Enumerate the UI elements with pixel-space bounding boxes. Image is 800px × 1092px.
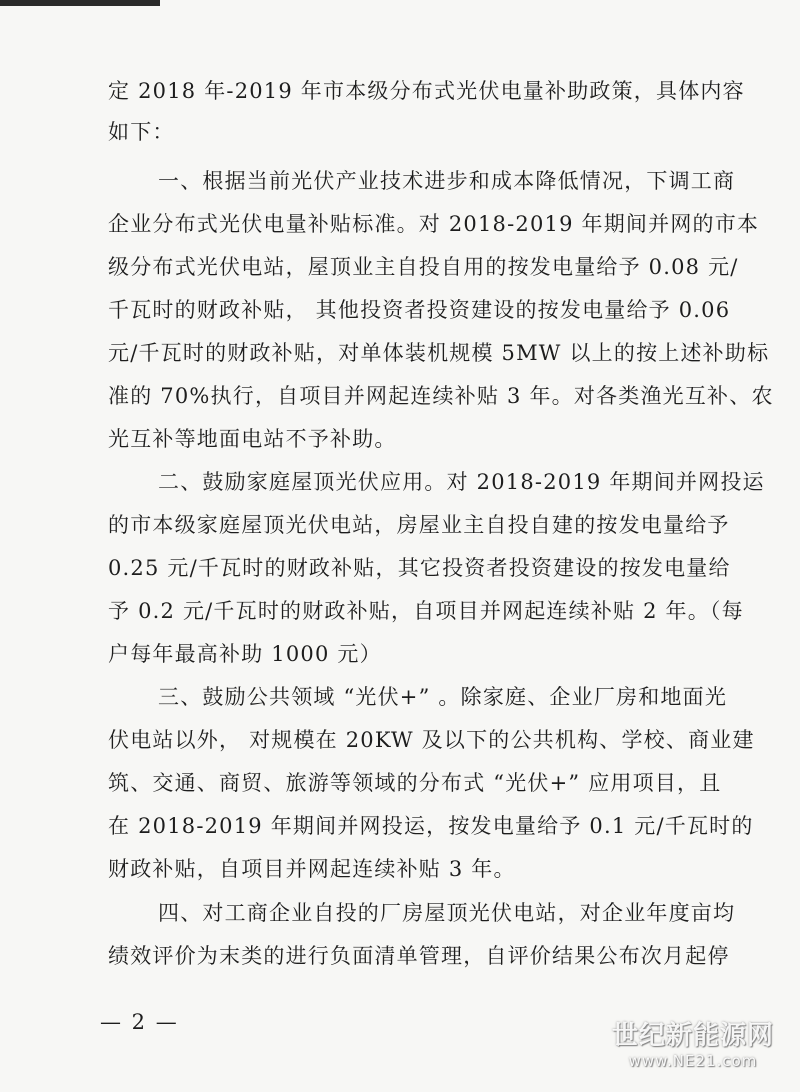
text-line: 的市本级家庭屋顶光伏电站，房屋业主自投自建的按发电量给予 [108, 513, 730, 537]
text-line: 0.25 元/千瓦时的财政补贴，其它投资者投资建设的按发电量给 [108, 556, 731, 580]
text-line: 千瓦时的财政补贴， 其他投资者投资建设的按发电量给予 0.06 [108, 298, 731, 322]
text-line: 元/千瓦时的财政补贴，对单体装机规模 5MW 以上的按上述补助标 [108, 341, 770, 365]
page-number: — 2 — [100, 1010, 179, 1034]
text-line: 级分布式光伏电站，屋顶业主自投自用的按发电量给予 0.08 元/ [108, 255, 739, 279]
text-line: 绩效评价为末类的进行负面清单管理，自评价结果公布次月起停 [108, 944, 730, 968]
watermark-title: 世纪新能源网 [611, 1021, 774, 1051]
text-line: 筑、交通、商贸、旅游等领域的分布式 “光伏+” 应用项目，且 [108, 771, 722, 795]
paragraph-3-start: 三、鼓励公共领域 “光伏+” 。除家庭、企业厂房和地面光 [158, 685, 728, 709]
text-line: 定 2018 年-2019 年市本级分布式光伏电量补助政策，具体内容 [108, 79, 745, 103]
text-line: 如下： [108, 120, 175, 144]
paragraph-4-start: 四、对工商企业自投的厂房屋顶光伏电站，对企业年度亩均 [158, 901, 736, 925]
text-line: 予 0.2 元/千瓦时的财政补贴，自项目并网起连续补贴 2 年。（每 [108, 599, 744, 623]
paragraph-1-start: 一、根据当前光伏产业技术进步和成本降低情况，下调工商 [158, 169, 736, 193]
text-line: 准的 70%执行，自项目并网起连续补贴 3 年。对各类渔光互补、农 [108, 384, 774, 408]
text-line: 企业分布式光伏电量补贴标准。对 2018-2019 年期间并网的市本 [108, 212, 760, 236]
text-line: 伏电站以外， 对规模在 20KW 及以下的公共机构、学校、商业建 [108, 728, 755, 752]
watermark-url: www.NE21.com [628, 1052, 758, 1070]
paragraph-2-start: 二、鼓励家庭屋顶光伏应用。对 2018-2019 年期间并网投运 [158, 470, 765, 494]
text-line: 在 2018-2019 年期间并网投运，按发电量给予 0.1 元/千瓦时的 [108, 814, 754, 838]
text-line: 光互补等地面电站不予补助。 [108, 427, 397, 451]
watermark-logo [612, 1015, 774, 1070]
text-line: 户每年最高补助 1000 元） [108, 642, 382, 666]
text-line: 财政补贴，自项目并网起连续补贴 3 年。 [108, 857, 516, 881]
